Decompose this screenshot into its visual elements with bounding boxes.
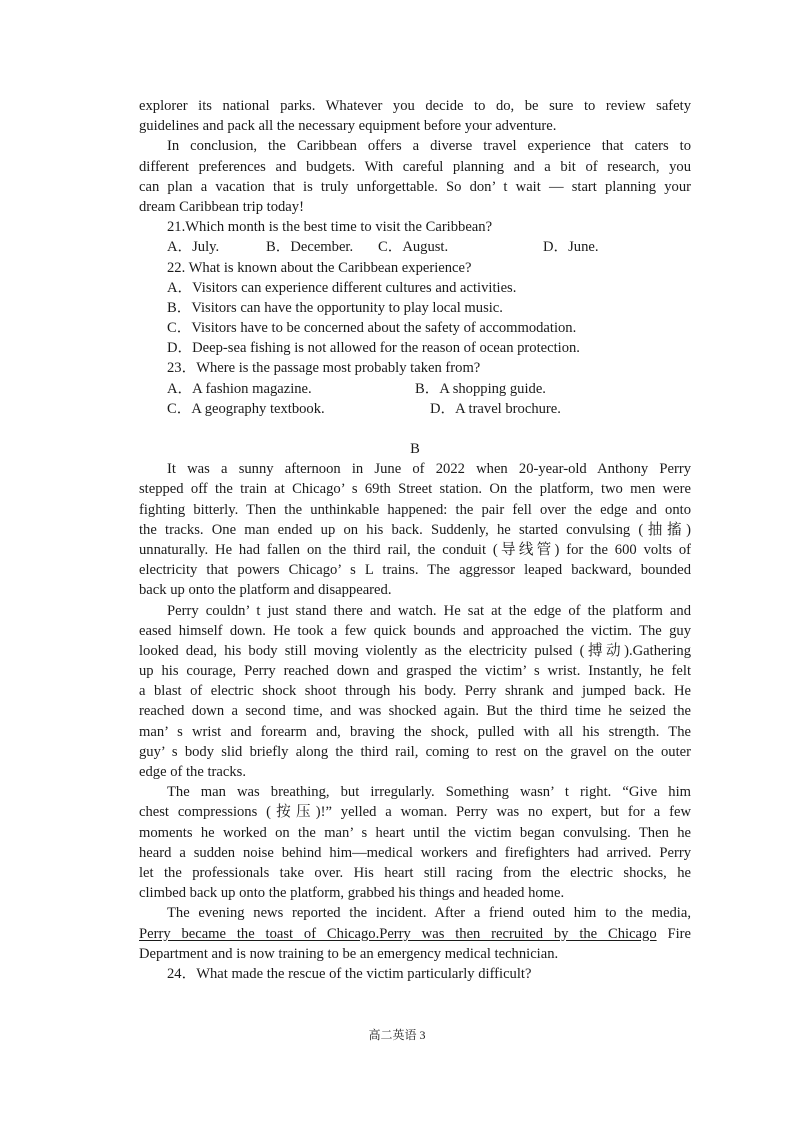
paragraph [139,136,691,217]
paragraph [139,782,691,903]
option-c: C．A geography textbook. [167,400,325,417]
question-21-stem: 21.Which month is the best time to visit the Caribbean? [167,219,493,236]
text-line: the tracks. One man ended up on his back. Suddenly, he started convulsing (抽搐) [139,521,691,538]
option-c: C．August. [378,239,449,256]
option-b: B．December. [266,239,354,256]
text-line: looked dead, his body still moving violently as the electricity pulsed (搏动).Gathering [139,642,691,659]
option-d: D．June. [543,239,599,256]
text-line: chest compressions (按压)!” yelled a woman. Perry was no expert, but for a few [139,804,691,821]
question-24-stem: 24．What made the rescue of the victim particularly difficult? [167,965,532,982]
text-line: up his courage, Perry reached down and grasped the victim’ s wrist. Instantly, he felt [139,663,691,680]
text-line: explorer its national parks. Whatever you decide to do, be sure to review safety [139,98,691,114]
text-line: The man was breathing, but irregularly. Something wasn’ t right. “Give him [167,784,691,801]
text-line: dream Caribbean trip today! [139,198,304,215]
text-line: back up onto the platform and disappeared. [139,582,392,599]
option-a: A．July. [167,239,220,256]
question-22-stem: 22. What is known about the Caribbean experience? [167,259,472,276]
text-line: It was a sunny afternoon in June of 2022 when 20-year-old Anthony Perry [167,461,691,478]
option-c: C．Visitors have to be concerned about the safety of accommodation. [167,320,577,337]
question-23-stem: 23．Where is the passage most probably taken from? [167,360,481,377]
text-line: Perry couldn’ t just stand there and watch. He sat at the edge of the platform and [167,602,691,619]
text-line: electricity that powers Chicago’ s L trains. The aggressor leaped backward, bounded [139,562,691,579]
text-line: The evening news reported the incident. After a friend outed him to the media, [167,905,691,922]
underlined-sentence: Perry became the toast of Chicago.Perry was then recruited by the Chicago [139,925,657,942]
text-line: can plan a vacation that is truly unforgettable. So don’ t wait — start planning your [139,178,691,195]
text-line: unnaturally. He had fallen on the third rail, the conduit (导线管) for the 600 volts of [139,541,691,558]
text-line: man’ s wrist and forearm and, braving the shock, pulled with all his strength. The [139,723,691,740]
option-b: B．Visitors can have the opportunity to play local music. [167,299,503,316]
text-line: guy’ s body slid briefly along the third rail, coming to rest on the gravel on the outer [139,743,691,760]
text-line: guidelines and pack all the necessary equipment before your adventure. [139,118,557,135]
option-a: A．A fashion magazine. [167,380,312,397]
option-d: D．A travel brochure. [430,400,561,417]
option-d: D．Deep-sea fishing is not allowed for the reason of ocean protection. [167,340,580,357]
paragraph [139,459,691,600]
text-fragment: Fire [656,925,691,942]
text-line [139,924,691,944]
text-line: stepped off the train at Chicago’ s 69th Street station. On the platform, two men were [139,481,691,498]
text-line: fighting bitterly. Then the unthinkable happened: the pair fell over the edge and onto [139,501,691,518]
paragraph [139,903,691,964]
text-line: moments he worked on the man’ s heart until the victim began convulsing. Then he [139,824,691,841]
text-line: edge of the tracks. [139,764,246,780]
text-line: reached down a second time, and was shocked again. But the third time he seized the [139,703,691,720]
exam-page-content [139,96,691,984]
option-a: A．Visitors can experience different cultures and activities. [167,279,517,296]
text-line: let the professionals take over. His heart still racing from the electric shocks, he [139,864,691,881]
paragraph [139,96,691,136]
option-b: B．A shopping guide. [415,380,546,397]
text-line: Department and is now training to be an emergency medical technician. [139,945,559,962]
text-line: heard a sudden noise behind him—medical workers and firefighters had arrived. Perry [139,844,691,861]
text-line: a blast of electric shock shoot through his body. Perry shrank and jumped back. He [139,683,691,700]
page-footer: 高二英语 3 [368,1028,426,1042]
question-23-options-row1 [139,379,691,399]
section-b-heading: B [410,441,420,457]
text-line: climbed back up onto the platform, grabbed his things and headed home. [139,885,565,902]
question-21-options [139,237,691,257]
paragraph [139,601,691,783]
text-line: different preferences and budgets. With careful planning and a bit of research, you [139,158,691,175]
question-23-options-row2 [139,399,691,419]
passage-a [139,96,691,217]
passage-b [139,459,691,964]
text-line: In conclusion, the Caribbean offers a diverse travel experience that caters to [167,138,691,155]
text-line: eased himself down. He took a few quick bounds and approached the victim. The guy [139,622,691,639]
